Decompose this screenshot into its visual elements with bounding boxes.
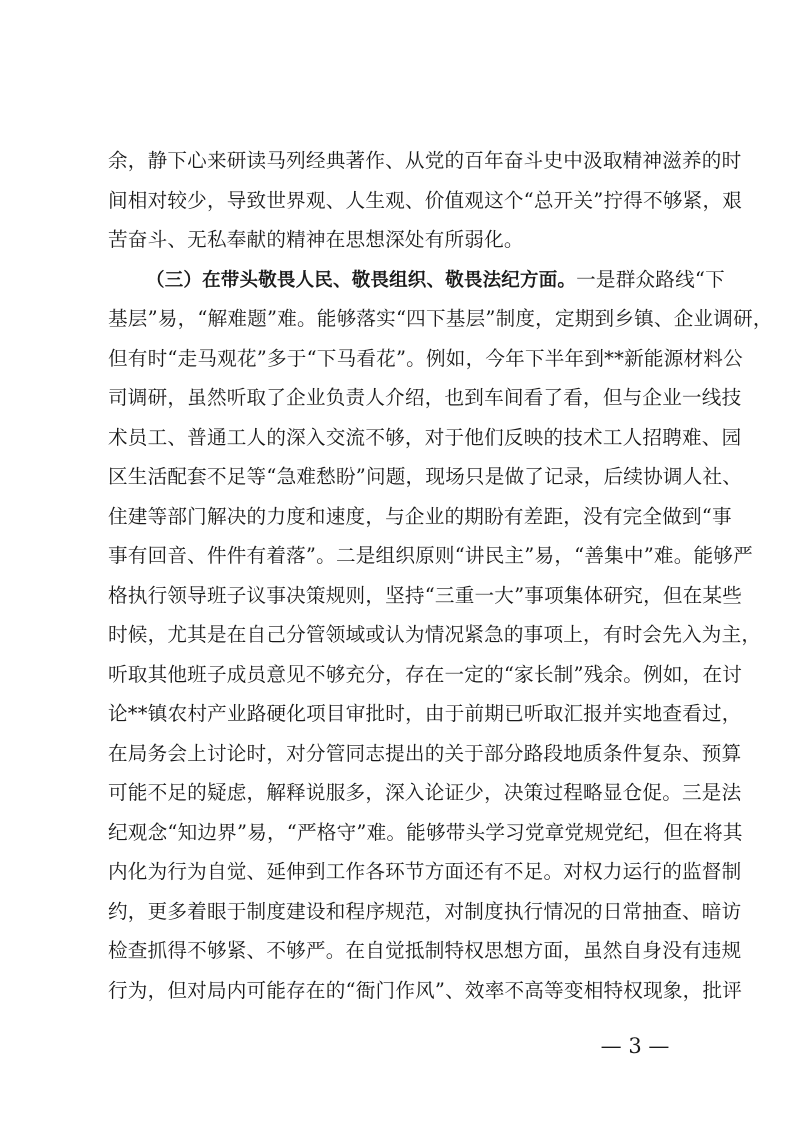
text-line: 间相对较少，导致世界观、人生观、价值观这个“总开关”拧得不够紧，艰 [108, 188, 743, 212]
text-line: 论**镇农村产业路硬化项目审批时，由于前期已听取汇报并实地查看过， [108, 702, 742, 725]
text-line: 可能不足的疑虑，解释说服多，深入论证少，决策过程略显仓促。三是法 [108, 781, 742, 804]
text-line: 听取其他班子成员意见不够充分，存在一定的“家长制”残余。例如，在讨 [108, 662, 743, 686]
text-line: 余，静下心来研读马列经典著作、从党的百年奋斗史中汲取精神滋养的时 [108, 149, 742, 172]
text-run: 一是群众路线“下 [576, 267, 725, 291]
text-line: 区生活配套不足等“急难愁盼”问题，现场只是做了记录，后续协调人社、 [108, 465, 743, 488]
page-number: — 3 — [600, 1034, 670, 1058]
body-text [108, 141, 773, 1010]
text-line: 约，更多着眼于制度建设和程序规范，对制度执行情况的日常抽查、暗访 [108, 899, 742, 923]
text-line: 术员工、普通工人的深入交流不够，对于他们反映的技术工人招聘难、园 [108, 425, 742, 449]
text-line: 事有回音、件件有着落”。二是组织原则“讲民主”易，“善集中”难。能够严 [108, 544, 753, 567]
section-heading: （三）在带头敬畏人民、敬畏组织、敬畏法纪方面。 [146, 269, 577, 291]
text-line: 司调研，虽然听取了企业负责人介绍，也到车间看了看，但与企业一线技 [108, 386, 742, 409]
text-line: 行为，但对局内可能存在的“衙门作风”、效率不高等变相特权现象，批评 [108, 978, 743, 1002]
text-line: 苦奋斗、无私奉献的精神在思想深处有所弱化。 [108, 228, 524, 251]
text-line: 纪观念“知边界”易，“严格守”难。能够带头学习党章党规党纪，但在将其 [108, 820, 743, 844]
text-line: 住建等部门解决的力度和速度，与企业的期盼有差距，没有完全做到“事 [108, 504, 732, 528]
text-line: 基层”易，“解难题”难。能够落实“四下基层”制度，定期到乡镇、企业调研， [108, 307, 773, 330]
section-heading-line [108, 260, 725, 300]
text-line: 内化为行为自觉、延伸到工作各环节方面还有不足。对权力运行的监督制 [108, 860, 742, 883]
text-line: 时候，尤其是在自己分管领域或认为情况紧急的事项上，有时会先入为主， [108, 623, 762, 646]
text-line: 在局务会上讨论时，对分管同志提出的关于部分路段地质条件复杂、预算 [108, 741, 742, 765]
text-line: 格执行领导班子议事决策规则，坚持“三重一大”事项集体研究，但在某些 [108, 583, 743, 607]
text-line: 检查抓得不够紧、不够严。在自觉抵制特权思想方面，虽然自身没有违规 [108, 939, 742, 962]
text-line: 但有时“走马观花”多于“下马看花”。例如，今年下半年到**新能源材料公 [108, 346, 743, 370]
